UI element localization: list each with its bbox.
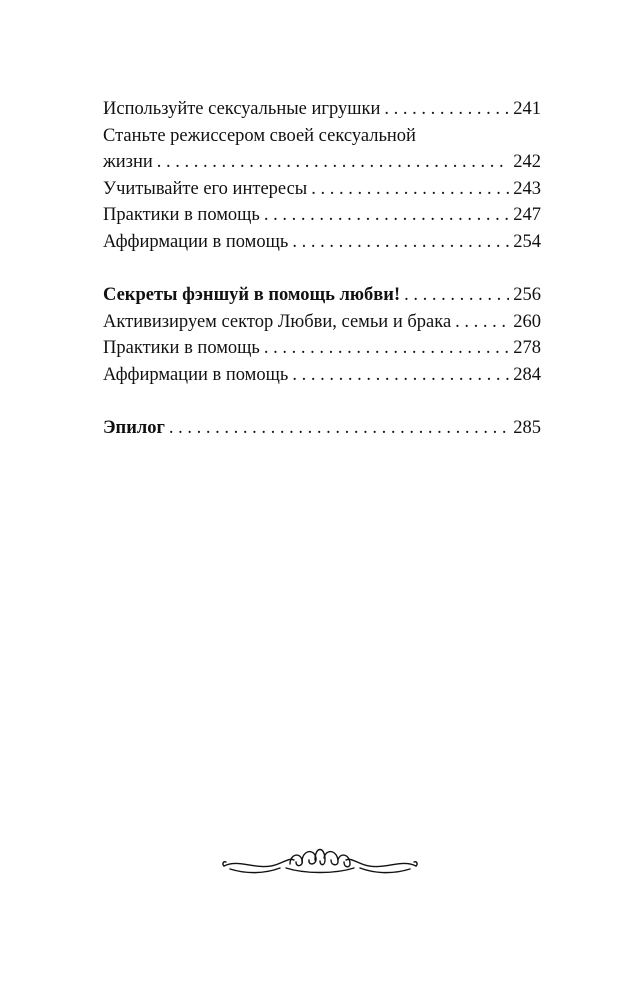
- dot-leader: [264, 202, 509, 229]
- dot-leader: [292, 362, 509, 389]
- dot-leader: [311, 176, 509, 203]
- dot-leader: [264, 335, 509, 362]
- toc-chapter-heading: [103, 282, 541, 309]
- section-gap: [103, 388, 541, 415]
- toc-entry: [103, 96, 541, 123]
- toc-entry-page: 278: [513, 338, 541, 358]
- dot-leader: [384, 96, 509, 123]
- toc-entry: [103, 362, 541, 389]
- toc-chapter-heading: [103, 415, 541, 442]
- toc-entry: [103, 335, 541, 362]
- dot-leader: [404, 282, 509, 309]
- toc-entry-page: 241: [513, 99, 541, 119]
- toc-chapter-title: Эпилог: [103, 418, 165, 438]
- table-of-contents: [103, 96, 541, 442]
- toc-entry-page: 260: [513, 311, 541, 332]
- toc-entry-title: Практики в помощь: [103, 205, 260, 225]
- dot-leader: [455, 309, 509, 336]
- toc-entry-page: 256: [513, 285, 541, 305]
- toc-entry-page: 242: [513, 152, 541, 172]
- toc-entry-title: Активизируем сектор Любви, семьи и брака: [103, 311, 452, 332]
- decorative-flourish-icon: [220, 838, 420, 882]
- toc-entry-title-line1: Станьте режиссером своей сексуальной: [103, 125, 416, 146]
- toc-entry: [103, 229, 541, 256]
- toc-entry-title: Учитывайте его интересы: [103, 178, 308, 199]
- dot-leader: [169, 415, 509, 442]
- toc-entry-title: Практики в помощь: [103, 338, 260, 358]
- toc-entry: [103, 176, 541, 203]
- toc-entry: [103, 123, 541, 176]
- toc-entry-page: 285: [513, 418, 541, 438]
- toc-entry: [103, 309, 541, 336]
- toc-entry: [103, 202, 541, 229]
- dot-leader: [292, 229, 509, 256]
- toc-entry-title: Используйте сексуальные игрушки: [103, 99, 381, 119]
- toc-entry-page: 284: [513, 364, 541, 385]
- toc-entry-title: Аффирмации в помощь: [103, 364, 289, 385]
- toc-entry-page: 247: [513, 205, 541, 225]
- toc-chapter-title: Секреты фэншуй в помощь любви!: [103, 285, 401, 305]
- toc-entry-title: жизни: [103, 152, 153, 172]
- toc-entry-page: 243: [513, 178, 541, 199]
- section-gap: [103, 255, 541, 282]
- dot-leader: [157, 149, 509, 176]
- toc-entry-title: Аффирмации в помощь: [103, 231, 289, 252]
- toc-entry-page: 254: [513, 231, 541, 252]
